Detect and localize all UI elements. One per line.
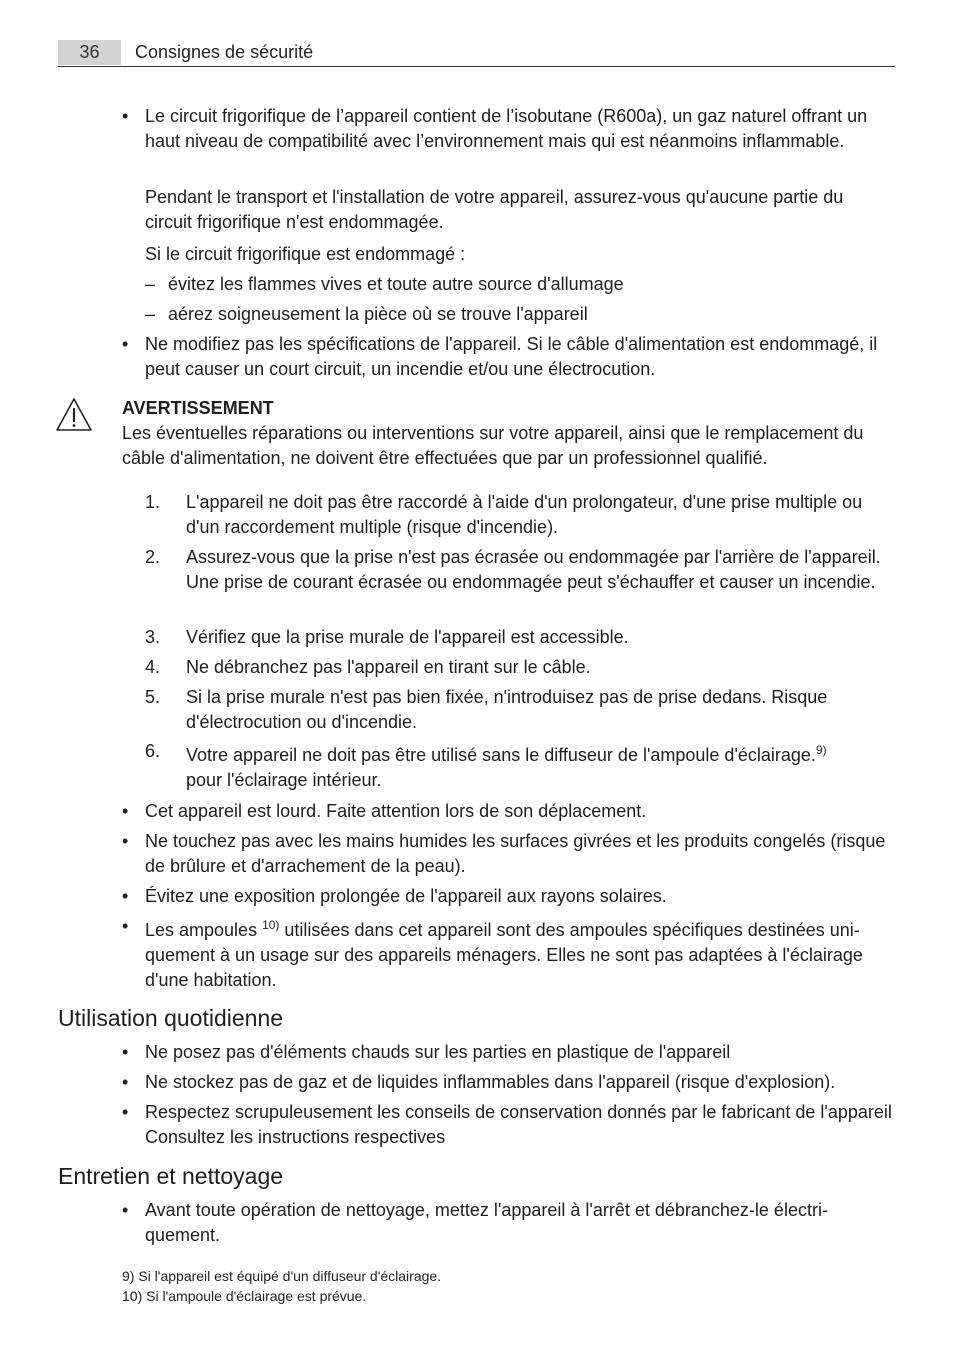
warning-triangle-icon xyxy=(55,396,93,434)
dash-glyph: – xyxy=(145,274,156,294)
warning-title: AVERTISSEMENT xyxy=(122,398,274,418)
list-number: 6. xyxy=(145,741,161,761)
numbered-item xyxy=(186,743,895,793)
dash-glyph: – xyxy=(145,304,156,324)
bullet-glyph: • xyxy=(122,334,129,354)
numbered-item: Assurez-vous que la prise n'est pas écrasée ou endommagée par l'arrière de l'appareil. Une prise de courant écrasée ou endommagée peut s'échauffer et causer un incendie. xyxy=(186,547,881,592)
paragraph: Si le circuit frigorifique est endommagé : xyxy=(145,244,466,264)
list-number: 5. xyxy=(145,687,161,707)
page-header xyxy=(58,40,895,67)
list-item: évitez les flammes vives et toute autre source d'allumage xyxy=(168,274,624,294)
page-number: 36 xyxy=(58,40,121,65)
bullet-glyph: • xyxy=(122,886,129,906)
numbered-item: Si la prise murale n'est pas bien fixée, n'introduisez pas de prise dedans. Risque d'électrocution ou d'incendie. xyxy=(186,687,828,732)
section-heading-daily-use: Utilisation quotidienne xyxy=(58,1005,284,1031)
footnote: 9) Si l'appareil est équipé d'un diffuseur d'éclairage. xyxy=(122,1268,442,1284)
list-item: Évitez une exposition prolongée de l'appareil aux rayons solaires. xyxy=(145,886,667,906)
footnote: 10) Si l'ampoule d'éclairage est prévue. xyxy=(122,1288,367,1304)
list-item: aérez soigneusement la pièce où se trouve l'appareil xyxy=(168,304,588,324)
list-item: Ne touchez pas avec les mains humides les surfaces givrées et les produits congelés (risque de brûlure et d'arrachement de la peau). xyxy=(145,831,886,876)
list-item xyxy=(145,918,895,993)
item-text: Votre appareil ne doit pas être utilisé sans le diffuseur de l'ampoule d'éclairage. xyxy=(186,745,816,765)
list-number: 2. xyxy=(145,547,161,567)
list-item: Ne posez pas d'éléments chauds sur les parties en plastique de l'appareil xyxy=(145,1042,731,1062)
section-title: Consignes de sécurité xyxy=(135,42,314,62)
bullet-glyph: • xyxy=(122,831,129,851)
bullet-glyph: • xyxy=(122,1200,129,1220)
item-text: Les ampoules xyxy=(145,920,263,940)
warning-text: Les éventuelles réparations ou interventions sur votre appareil, ainsi que le remplacement du câble d'alimentation, ne doivent être effectuées que par un professionnel qualifié. xyxy=(122,423,864,468)
list-number: 1. xyxy=(145,492,161,512)
list-item: Ne stockez pas de gaz et de liquides inflammables dans l'appareil (risque d'explosion). xyxy=(145,1072,836,1092)
paragraph: Pendant le transport et l'installation de votre appareil, assurez-vous qu'aucune partie du circuit frigorifique n'est endommagée. xyxy=(145,187,844,232)
footnote-ref: 10) xyxy=(262,918,280,932)
bullet-glyph: • xyxy=(122,106,129,126)
item-text: pour l'éclairage intérieur. xyxy=(186,770,382,790)
list-item: Ne modifiez pas les spécifications de l'appareil. Si le câble d'alimentation est endommagé, il peut causer un court circuit, un incendie et/ou une électrocution. xyxy=(145,334,878,379)
list-item: Avant toute opération de nettoyage, mettez l'appareil à l'arrêt et débranchez-le électriquement. xyxy=(145,1200,828,1245)
numbered-item: Ne débranchez pas l'appareil en tirant sur le câble. xyxy=(186,657,591,677)
list-number: 3. xyxy=(145,627,161,647)
section-heading-cleaning: Entretien et nettoyage xyxy=(58,1163,284,1189)
footnote-ref: 9) xyxy=(815,743,827,757)
list-item: Le circuit frigorifique de l’appareil contient de l’isobutane (R600a), un gaz naturel offrant un haut niveau de compatibilité avec l’environnement mais qui est néanmoins inflammable. xyxy=(145,106,868,151)
bullet-glyph: • xyxy=(122,1042,129,1062)
bullet-glyph: • xyxy=(122,1102,129,1122)
list-item: Respectez scrupuleusement les conseils de conservation donnés par le fabricant de l'appareil Consultez les instructions respectives xyxy=(145,1102,892,1147)
bullet-glyph: • xyxy=(122,801,129,821)
numbered-item: Vérifiez que la prise murale de l'appareil est accessible. xyxy=(186,627,629,647)
item-text: utilisées dans cet appareil sont des ampoules spécifiques destinées uniquement à un usage sur des appareils ménagers. Elles ne sont pas adaptées à l'éclairage d'une habitation. xyxy=(145,920,863,990)
list-number: 4. xyxy=(145,657,161,677)
numbered-item: L'appareil ne doit pas être raccordé à l'aide d'un prolongateur, d'une prise multiple ou d'un raccordement multiple (risque d'incendie). xyxy=(186,492,863,537)
list-item: Cet appareil est lourd. Faite attention lors de son déplacement. xyxy=(145,801,647,821)
bullet-glyph: • xyxy=(122,1072,129,1092)
bullet-glyph: • xyxy=(122,916,129,936)
